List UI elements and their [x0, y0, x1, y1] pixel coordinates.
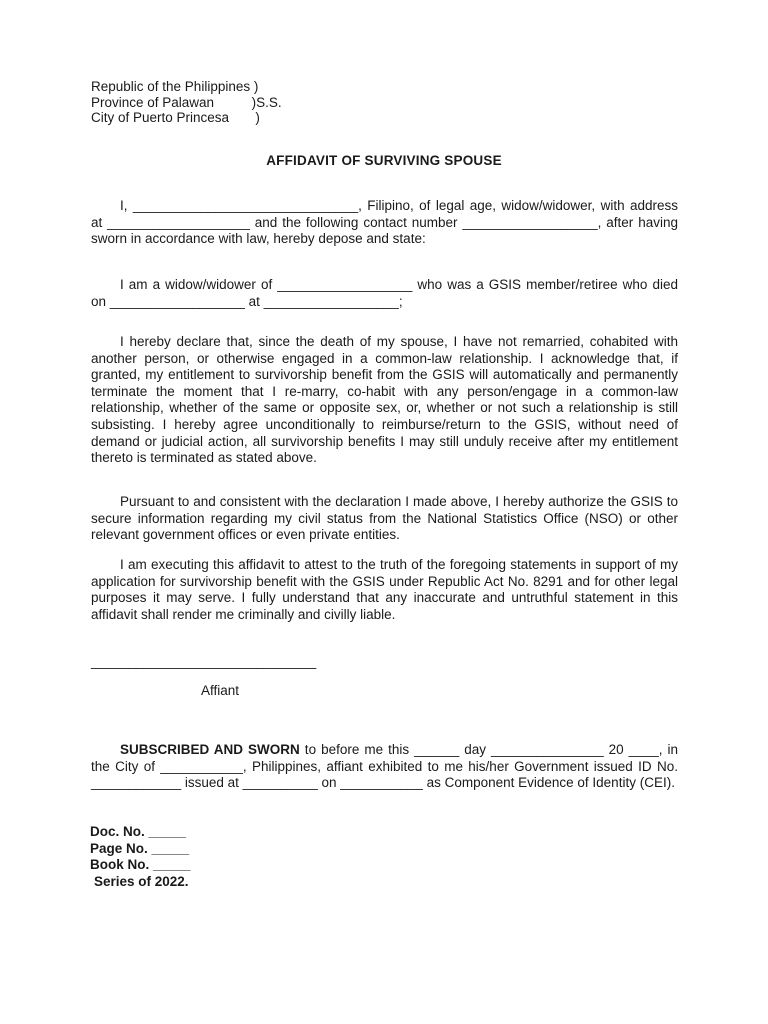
venue-city: City of Puerto Princesa ): [91, 110, 260, 125]
jurat-lead: SUBSCRIBED AND SWORN: [120, 742, 300, 757]
paragraph-purpose: I am executing this affidavit to attest to the truth of the foregoing statements in support of my application for survivorship benefit with the GSIS under Republic Act No. 8291 and for other legal purposes it may serve. I fully understand that any inaccurate and untruthful statement in this affidavit shall render me criminally and civilly liable.: [91, 557, 678, 622]
venue-block: [91, 79, 282, 126]
signature-line: ______________________________: [91, 654, 317, 669]
affiant-label: Affiant: [201, 683, 240, 698]
paragraph-declaration: I hereby declare that, since the death of my spouse, I have not remarried, cohabited with another person, or otherwise engaged in a common-law relationship. I acknowledge that, if granted, my entitlement to survivorship benefit from the GSIS will automatically and permanently terminate the moment that I re-marry, co-habit with any person/engage in a common-law relationship, whether of the same or opposite sex, or, whether or not such a relationship is still subsisting. I hereby agree unconditionally to reimburse/return to the GSIS, without need of demand or judicial action, all survivorship benefits I may still unduly receive after my entitlement thereto is terminated as stated above.: [91, 334, 678, 466]
series-year: Series of 2022.: [94, 873, 189, 889]
jurat-paragraph: [91, 742, 678, 792]
book-no: Book No. _____: [90, 857, 191, 873]
doc-no: Doc. No. _____: [90, 824, 187, 839]
venue-province: Province of Palawan )S.S.: [91, 94, 282, 110]
jurat-text: to before me this ______ day _______________ 20 ____, in the City of ___________, Philippines, affiant exhibited to me his/her Government issued ID No. ____________ issued at __________ on ___________ as Component Evidence of Identity (CEI).: [91, 742, 678, 791]
document-title: AFFIDAVIT OF SURVIVING SPOUSE: [266, 153, 502, 168]
venue-republic: Republic of the Philippines ): [91, 79, 259, 94]
paragraph-spouse: I am a widow/widower of __________________ who was a GSIS member/retiree who died on __________________ at __________________;: [91, 277, 678, 309]
notarial-register: [90, 824, 191, 890]
paragraph-identity: I, ______________________________, Filipino, of legal age, widow/widower, with address at ___________________ and the following contact number __________________, after having sworn in accordance with law, hereby depose and state:: [91, 198, 678, 247]
page-no: Page No. _____: [90, 840, 190, 856]
paragraph-authorization: Pursuant to and consistent with the declaration I made above, I hereby authorize the GSIS to secure information regarding my civil status from the National Statistics Office (NSO) or other relevant government offices or even private entities.: [91, 494, 678, 543]
